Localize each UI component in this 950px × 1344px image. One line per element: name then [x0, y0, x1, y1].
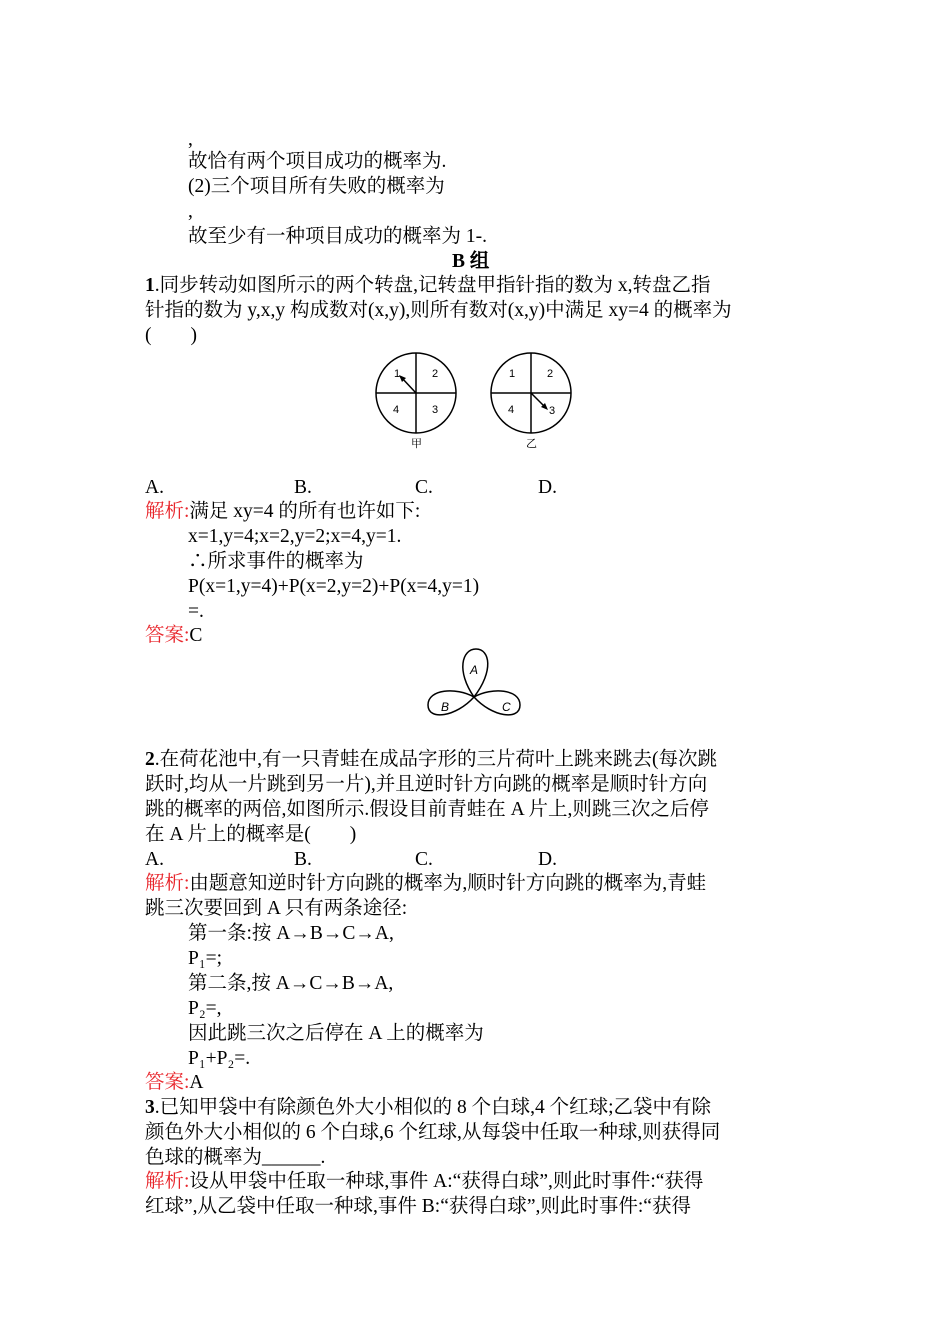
spinner-right-number: 2 — [547, 368, 554, 380]
top-line-3: (2)三个项目所有失败的概率为 — [188, 176, 445, 197]
top-line-5: 故至少有一种项目成功的概率为 1-. — [188, 226, 487, 247]
spinner-left — [376, 353, 456, 450]
q1-answer-value: C — [189, 625, 203, 646]
spinner-left-number: 1 — [394, 368, 401, 380]
q2-answer — [145, 1071, 204, 1095]
q3-number: 3 — [145, 1097, 155, 1118]
q2-analysis-line-6: P₂=, — [188, 998, 222, 1019]
q1-option-a: A. — [145, 477, 164, 498]
q2-analysis-line-3: 第一条:按 A→B→C→A, — [188, 923, 394, 944]
q2-answer-label: 答案: — [145, 1072, 190, 1093]
q1-option-c: C. — [415, 477, 433, 498]
q1-analysis-line-2: x=1,y=4;x=2,y=2;x=4,y=1. — [188, 526, 402, 547]
q1-analysis-line-3: ∴所求事件的概率为 — [188, 551, 364, 572]
q1-option-d: D. — [538, 477, 557, 498]
q2-analysis-line-4: P₁=; — [188, 948, 223, 969]
q2-line-2: 跃时,均从一片跳到另一片),并且逆时针方向跳的概率是顺时针方向 — [145, 774, 708, 795]
spinner-right-caption: 乙 — [526, 438, 537, 450]
q2-analysis-text-1: 由题意知逆时针方向跳的概率为,顺时针方向跳的概率为,青蛙 — [189, 873, 707, 894]
q3-line-1 — [145, 1096, 711, 1120]
q1-analysis-label: 解析: — [145, 501, 190, 522]
spinner-right — [491, 353, 571, 450]
q1-analysis-line-1 — [145, 500, 420, 524]
q2-analysis-line-1 — [145, 872, 706, 896]
q2-option-c: C. — [415, 849, 433, 870]
q1-line-3: ( ) — [145, 325, 197, 346]
lily-pad-label-a: A — [470, 663, 479, 677]
top-line-4: , — [188, 201, 193, 222]
q2-number: 2 — [145, 749, 155, 770]
q2-answer-value: A — [189, 1072, 204, 1093]
q3-analysis-text-1: 设从甲袋中任取一种球,事件 A:“获得白球”,则此时事件:“获得 — [189, 1171, 704, 1192]
q1-number: 1 — [145, 275, 155, 296]
q1-answer — [145, 624, 202, 648]
q2-line-1 — [145, 748, 717, 772]
spinner-left-number: 4 — [393, 404, 400, 416]
q2-analysis-line-2: 跳三次要回到 A 只有两条途径: — [145, 898, 408, 919]
top-line-2: 故恰有两个项目成功的概率为. — [188, 151, 447, 172]
q1-analysis-line-5: =. — [188, 601, 204, 622]
q3-analysis-line-1 — [145, 1170, 703, 1194]
q2-analysis-label: 解析: — [145, 873, 190, 894]
q3-analysis-line-2: 红球”,从乙袋中任取一种球,事件 B:“获得白球”,则此时事件:“获得 — [145, 1196, 691, 1217]
lily-pad-figure — [416, 643, 536, 725]
q2-line-3: 跳的概率的两倍,如图所示.假设目前青蛙在 A 片上,则跳三次之后停 — [145, 799, 709, 820]
lily-pad-label-b: B — [441, 700, 450, 714]
q2-option-a: A. — [145, 849, 164, 870]
q2-option-b: B. — [294, 849, 312, 870]
q1-analysis-text-1: 满足 xy=4 的所有也许如下: — [189, 501, 421, 522]
q3-line-2: 颜色外大小相似的 6 个白球,6 个红球,从每袋中任取一种球,则获得同 — [145, 1122, 721, 1143]
q2-analysis-line-8: P₁+P₂=. — [188, 1048, 251, 1069]
q1-text-1: .同步转动如图所示的两个转盘,记转盘甲指针指的数为 x,转盘乙指 — [154, 275, 711, 296]
q2-analysis-line-5: 第二条,按 A→C→B→A, — [188, 973, 394, 994]
spinner-right-number: 1 — [509, 368, 516, 380]
q1-answer-label: 答案: — [145, 625, 190, 646]
q1-line-1 — [145, 274, 711, 298]
q2-text-1: .在荷花池中,有一只青蛙在成品字形的三片荷叶上跳来跳去(每次跳 — [154, 749, 717, 770]
spinner-right-number: 3 — [549, 405, 556, 417]
q2-line-4: 在 A 片上的概率是( ) — [145, 824, 357, 845]
lily-pad-label-c: C — [502, 700, 511, 714]
q1-line-2: 针指的数为 y,x,y 构成数对(x,y),则所有数对(x,y)中满足 xy=4 的概率为 — [145, 300, 732, 321]
q2-option-d: D. — [538, 849, 557, 870]
q3-line-3: 色球的概率为______. — [145, 1147, 326, 1168]
q1-analysis-line-4: P(x=1,y=4)+P(x=2,y=2)+P(x=4,y=1) — [188, 576, 480, 597]
q3-text-1: .已知甲袋中有除颜色外大小相似的 8 个白球,4 个红球;乙袋中有除 — [154, 1097, 712, 1118]
q1-option-b: B. — [294, 477, 312, 498]
spinner-left-number: 2 — [432, 368, 439, 380]
spinner-right-number: 4 — [508, 404, 515, 416]
section-title: B 组 — [452, 251, 490, 272]
top-line-1: , — [188, 129, 193, 150]
spinner-figure — [370, 350, 590, 460]
spinner-left-number: 3 — [432, 404, 439, 416]
q3-analysis-label: 解析: — [145, 1171, 190, 1192]
q2-analysis-line-7: 因此跳三次之后停在 A 上的概率为 — [188, 1023, 484, 1044]
spinner-left-caption: 甲 — [411, 438, 422, 450]
